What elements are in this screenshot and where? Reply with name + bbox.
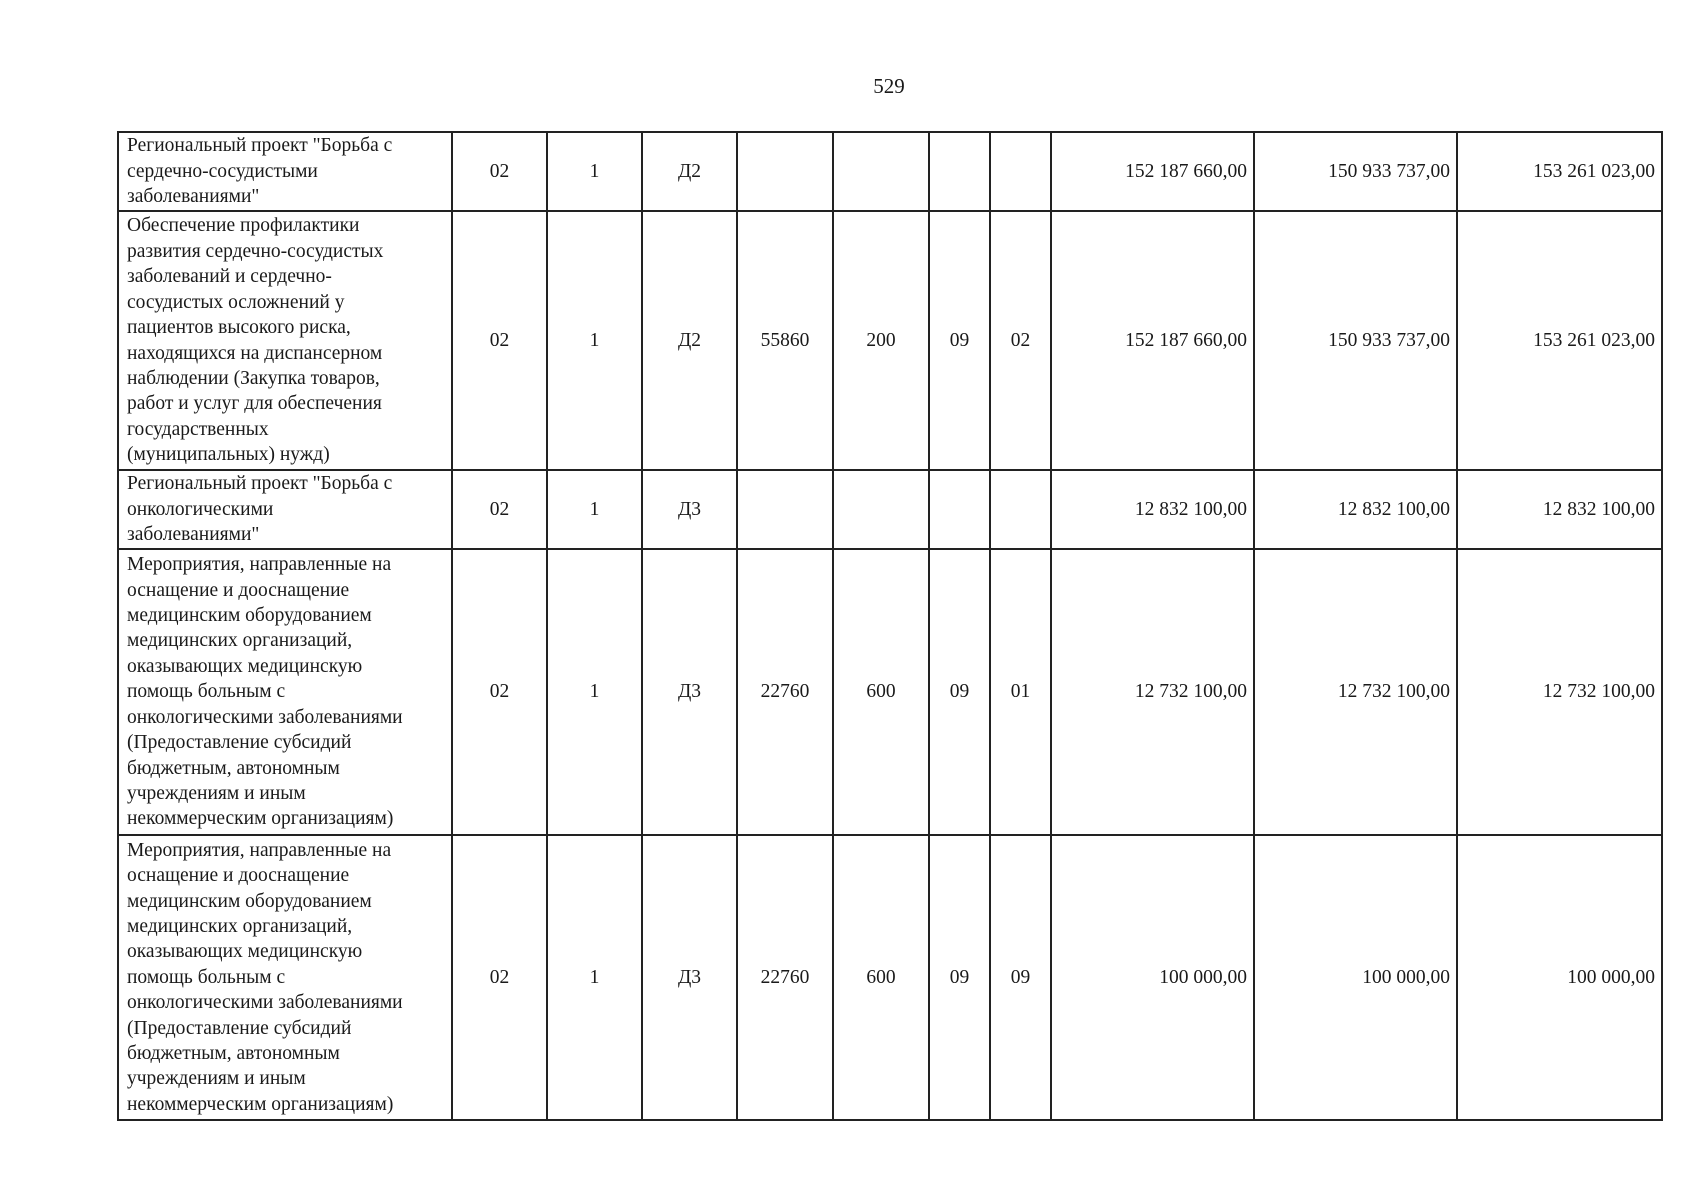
expense-type-code: 600	[833, 549, 929, 835]
section-code	[929, 132, 990, 211]
project-code: Д3	[642, 470, 737, 549]
subsection-code: 02	[990, 211, 1051, 470]
program-code: 02	[452, 835, 547, 1120]
subprogram-code: 1	[547, 132, 642, 211]
section-code: 09	[929, 835, 990, 1120]
subprogram-code: 1	[547, 211, 642, 470]
project-code: Д2	[642, 211, 737, 470]
row-name: Региональный проект "Борьба с онкологическими заболеваниями"	[118, 470, 452, 549]
row-name: Мероприятия, направленные на оснащение и дооснащение медицинским оборудованием медицинских организаций, оказывающих медицинскую помощь больным с онкологическими заболеваниями (Предоставление субсидий бюджетным, автономным учреждениям и иным некоммерческим организациям)	[118, 549, 452, 835]
table-row	[118, 549, 1662, 835]
project-code: Д3	[642, 835, 737, 1120]
row-name: Обеспечение профилактики развития сердечно-сосудистых заболеваний и сердечно- сосудистых осложнений у пациентов высокого риска, находящихся на диспансерном наблюдении (Закупка товаров, работ и услуг для обеспечения государственных (муниципальных) нужд)	[118, 211, 452, 470]
subprogram-code: 1	[547, 549, 642, 835]
section-code: 09	[929, 211, 990, 470]
direction-code	[737, 470, 833, 549]
program-code: 02	[452, 470, 547, 549]
subsection-code: 01	[990, 549, 1051, 835]
program-code: 02	[452, 132, 547, 211]
amount-year-3: 153 261 023,00	[1457, 211, 1662, 470]
direction-code	[737, 132, 833, 211]
amount-year-1: 12 832 100,00	[1051, 470, 1254, 549]
expense-type-code: 200	[833, 211, 929, 470]
amount-year-1: 100 000,00	[1051, 835, 1254, 1120]
subsection-code	[990, 470, 1051, 549]
amount-year-3: 100 000,00	[1457, 835, 1662, 1120]
subprogram-code: 1	[547, 470, 642, 549]
direction-code: 22760	[737, 835, 833, 1120]
amount-year-3: 153 261 023,00	[1457, 132, 1662, 211]
amount-year-3: 12 732 100,00	[1457, 549, 1662, 835]
amount-year-2: 150 933 737,00	[1254, 211, 1457, 470]
direction-code: 22760	[737, 549, 833, 835]
amount-year-3: 12 832 100,00	[1457, 470, 1662, 549]
amount-year-2: 12 732 100,00	[1254, 549, 1457, 835]
amount-year-1: 152 187 660,00	[1051, 211, 1254, 470]
subsection-code: 09	[990, 835, 1051, 1120]
project-code: Д2	[642, 132, 737, 211]
direction-code: 55860	[737, 211, 833, 470]
section-code	[929, 470, 990, 549]
table-row	[118, 132, 1662, 211]
program-code: 02	[452, 211, 547, 470]
row-name: Мероприятия, направленные на оснащение и дооснащение медицинским оборудованием медицинских организаций, оказывающих медицинскую помощь больным с онкологическими заболеваниями (Предоставление субсидий бюджетным, автономным учреждениям и иным некоммерческим организациям)	[118, 835, 452, 1120]
program-code: 02	[452, 549, 547, 835]
expense-type-code	[833, 470, 929, 549]
page-number: 529	[873, 74, 905, 98]
table-row	[118, 211, 1662, 470]
table-row	[118, 835, 1662, 1120]
expense-type-code	[833, 132, 929, 211]
amount-year-1: 12 732 100,00	[1051, 549, 1254, 835]
expense-type-code: 600	[833, 835, 929, 1120]
subprogram-code: 1	[547, 835, 642, 1120]
amount-year-2: 150 933 737,00	[1254, 132, 1457, 211]
subsection-code	[990, 132, 1051, 211]
section-code: 09	[929, 549, 990, 835]
amount-year-2: 12 832 100,00	[1254, 470, 1457, 549]
table-row	[118, 470, 1662, 549]
amount-year-1: 152 187 660,00	[1051, 132, 1254, 211]
row-name: Региональный проект "Борьба с сердечно-сосудистыми заболеваниями"	[118, 132, 452, 211]
budget-table	[117, 131, 1663, 1121]
project-code: Д3	[642, 549, 737, 835]
amount-year-2: 100 000,00	[1254, 835, 1457, 1120]
